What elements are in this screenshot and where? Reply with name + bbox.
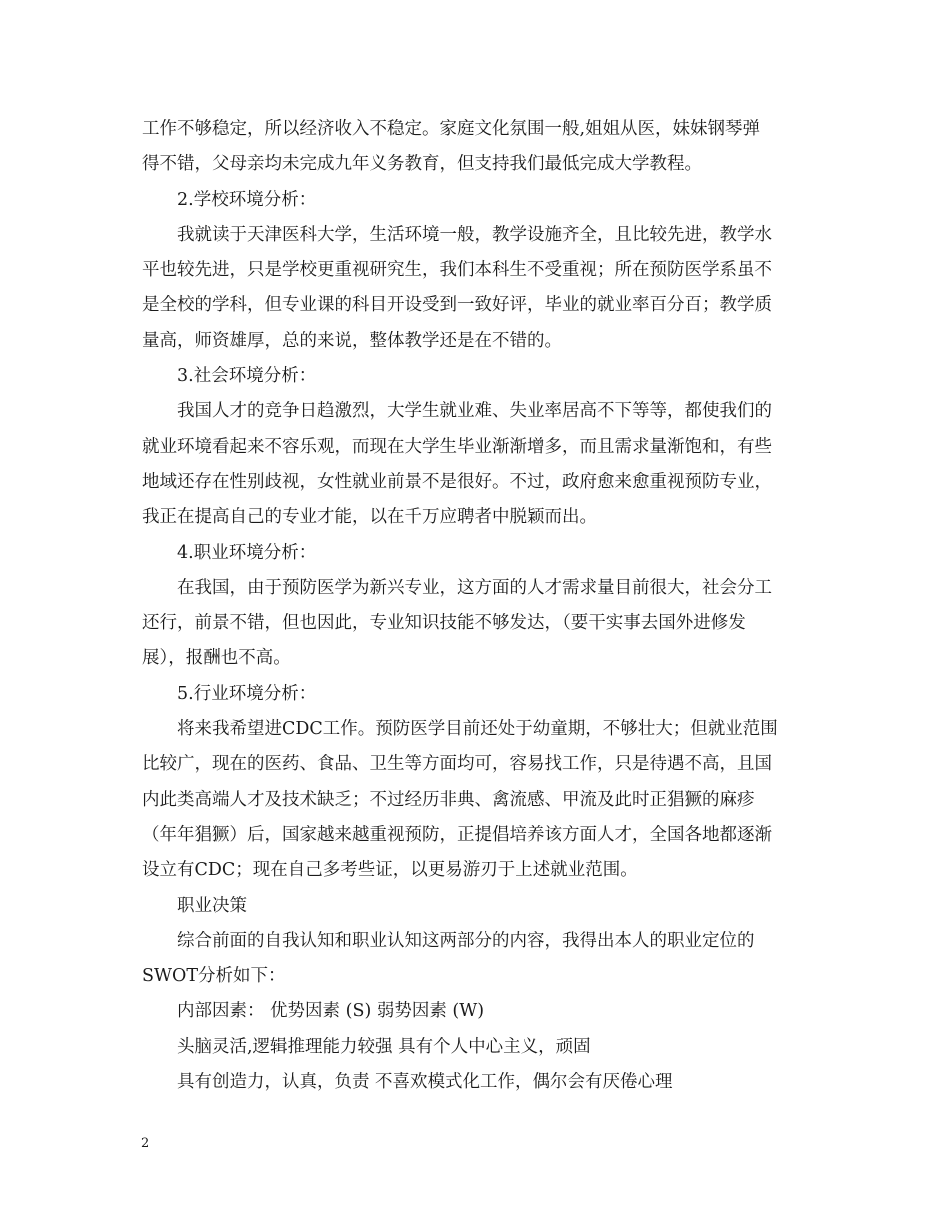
swot-row: 具有创造力，认真，负责 不喜欢模式化工作，偶尔会有厌倦心理 xyxy=(177,1072,673,1093)
section-heading-industry: 5.行业环境分析： xyxy=(177,683,317,704)
swot-header-line: 内部因素： 优势因素 (S) 弱势因素 (W) xyxy=(177,1001,485,1022)
text-line: 我正在提高自己的专业才能，以在千万应聘者中脱颖而出。 xyxy=(142,507,597,528)
text-line: 综合前面的自我认知和职业认知这两部分的内容，我得出本人的职业定位的 xyxy=(177,930,755,951)
text-line: 内此类高端人才及技术缺乏；不过经历非典、禽流感、甲流及此时正猖獗的麻疹 xyxy=(142,789,755,810)
text-line: 平也较先进，只是学校更重视研究生，我们本科生不受重视；所在预防医学系虽不 xyxy=(142,260,772,281)
text-line: 展），报酬也不高。 xyxy=(142,648,291,669)
text-line: 还行，前景不错，但也因此，专业知识技能不够发达，（要干实事去国外进修发 xyxy=(142,613,746,634)
text-line: 就业环境看起来不容乐观，而现在大学生毕业渐渐增多，而且需求量渐饱和，有些 xyxy=(142,436,772,457)
text-line: 比较广，现在的医药、食品、卫生等方面均可，容易找工作，只是待遇不高，且国 xyxy=(142,754,772,775)
document-body xyxy=(142,112,812,1100)
text-line: 工作不够稳定，所以经济收入不稳定。家庭文化氛围一般,姐姐从医，妹妹钢琴弹 xyxy=(142,119,761,139)
text-line: 将来我希望进CDC工作。预防医学目前还处于幼童期，不够壮大；但就业范围 xyxy=(177,719,778,740)
section-heading-society: 3.社会环境分析： xyxy=(177,366,317,387)
section-heading-decision: 职业决策 xyxy=(177,895,247,916)
text-line: 我就读于天津医科大学，生活环境一般，教学设施齐全，且比较先进，教学水 xyxy=(177,224,772,245)
text-line: 在我国，由于预防医学为新兴专业，这方面的人才需求量目前很大，社会分工 xyxy=(177,577,772,598)
section-heading-school: 2.学校环境分析： xyxy=(177,189,317,210)
text-line: 量高，师资雄厚，总的来说，整体教学还是在不错的。 xyxy=(142,330,562,351)
text-line: 设立有CDC；现在自己多考些证，以更易游刃于上述就业范围。 xyxy=(142,860,638,881)
page-number: 2 xyxy=(141,1136,150,1151)
text-line: 我国人才的竞争日趋激烈，大学生就业难、失业率居高不下等等，都使我们的 xyxy=(177,401,772,422)
section-heading-career: 4.职业环境分析： xyxy=(177,542,317,563)
text-line: 得不错，父母亲均未完成九年义务教育，但支持我们最低完成大学教程。 xyxy=(142,154,702,175)
text-line: （年年猖獗）后，国家越来越重视预防，正提倡培养该方面人才，全国各地都逐渐 xyxy=(142,824,772,845)
text-line: 是全校的学科，但专业课的科目开设受到一致好评，毕业的就业率百分百；教学质 xyxy=(142,295,772,316)
swot-row: 头脑灵活,逻辑推理能力较强 具有个人中心主义，顽固 xyxy=(177,1036,591,1057)
text-line: SWOT分析如下： xyxy=(142,966,286,987)
text-line: 地域还存在性别歧视，女性就业前景不是很好。不过，政府愈来愈重视预防专业， xyxy=(142,471,772,492)
